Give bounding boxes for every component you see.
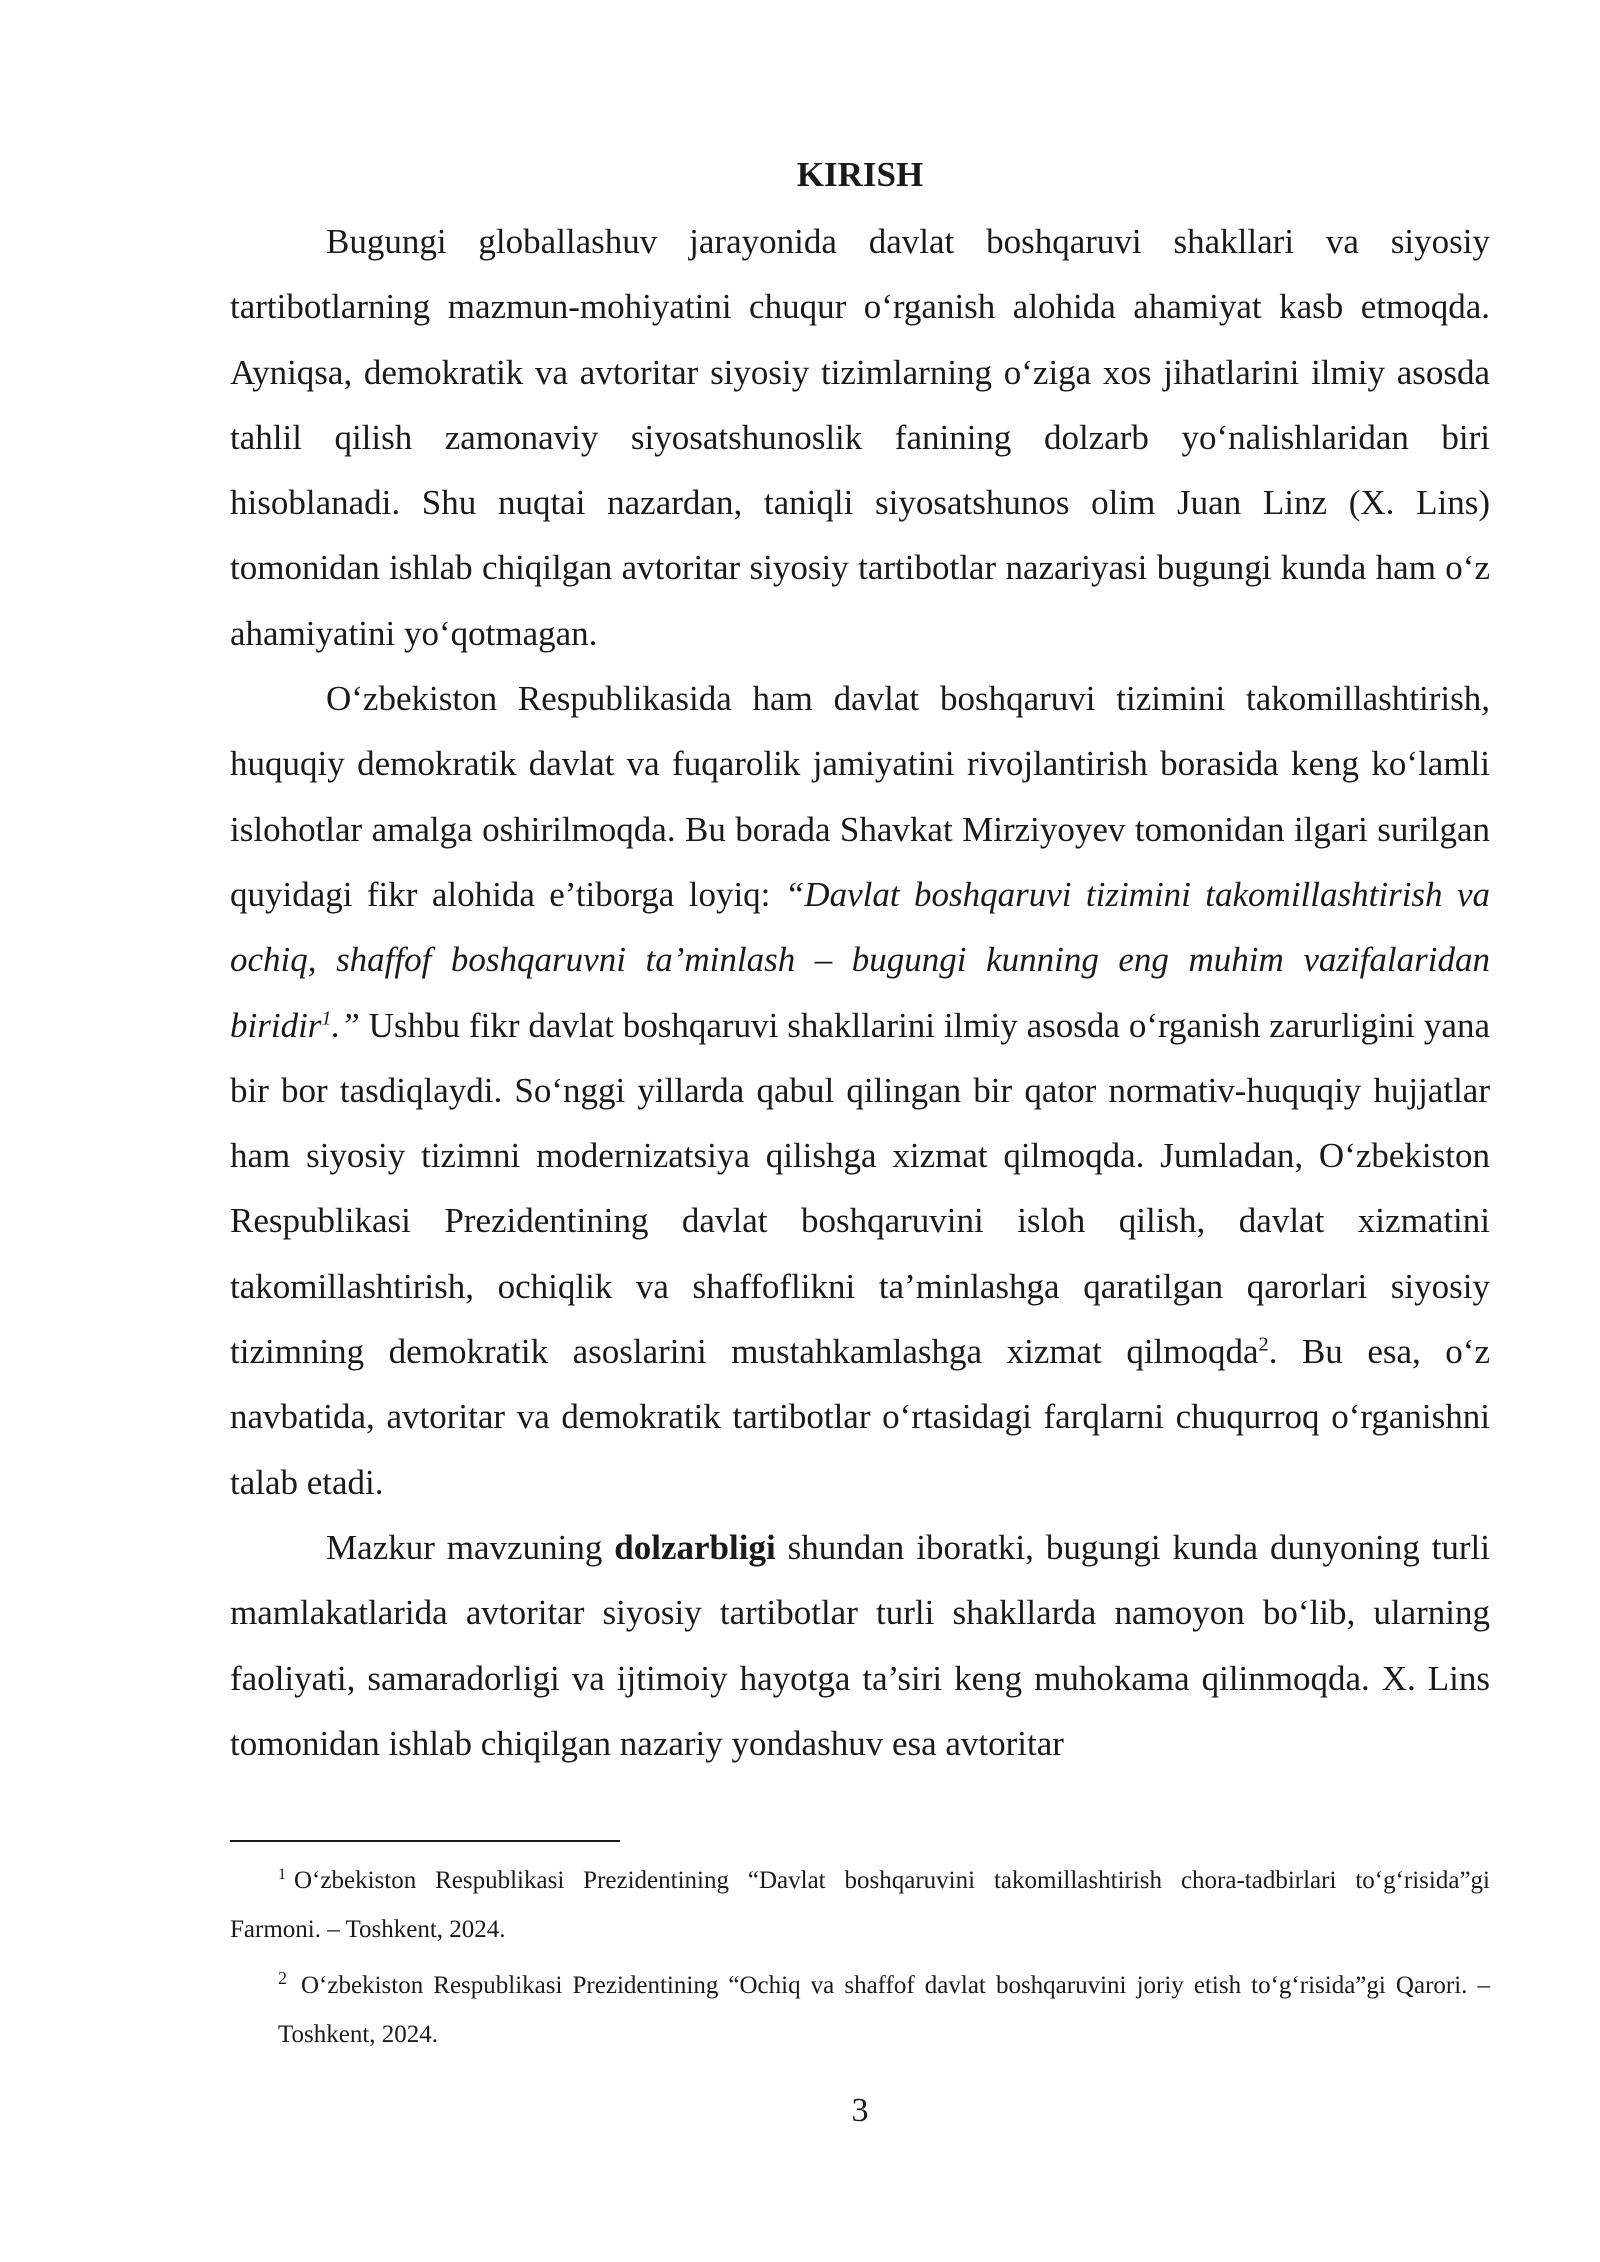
paragraph-3 bbox=[230, 1515, 1490, 1776]
president-quote-text: “Davlat boshqaruvi tizimini takomillashtirish va ochiq, shaffof boshqaruvni ta’minlash – bugungi kunning eng muhim vazifalaridan biridir bbox=[230, 874, 1490, 1045]
paragraph-2-intro: O‘zbekiston Respublikasida ham davlat boshqaruvi tizimini takomillashtirish, huquqiy demokratik davlat va fuqarolik jamiyatini rivojlantirish borasida keng ko‘lamli islohotlar amalga oshirilmoqda. Bu borada Shavkat Mirziyoyev tomonidan ilgari surilgan quyidagi fikr alohida e’tiborga loyiq: bbox=[230, 679, 1490, 914]
footnote-1-mark: 1 bbox=[278, 1865, 286, 1883]
relevance-term: dolzarbligi bbox=[614, 1527, 776, 1567]
footnote-2-mark: 2 bbox=[278, 1967, 287, 1988]
footnote-ref-1[interactable]: 1 bbox=[321, 1006, 332, 1029]
paragraph-3-rest: shundan iboratki, bugungi kunda dunyoning turli mamlakatlarida avtoritar siyosiy tartibotlar turli shakllarda namoyon bo‘lib, ularning faoliyati, samaradorligi va ijtimoiy hayotga ta’siri keng muhokama qilinmoqda. X. Lins tomonidan ishlab chiqilgan nazariy yondashuv esa avtoritar bbox=[230, 1527, 1490, 1763]
paragraph-1: Bugungi globallashuv jarayonida davlat boshqaruvi shakllari va siyosiy tartibotlarning mazmun-mohiyatini chuqur o‘rganish alohida ahamiyat kasb etmoqda. Ayniqsa, demokratik va avtoritar siyosiy tizimlarning o‘ziga xos jihatlarini ilmiy asosda tahlil qilish zamonaviy siyosatshunoslik fanining dolzarb yo‘nalishlaridan biri hisoblanadi. Shu nuqtai nazardan, taniqli siyosatshunos olim Juan Linz (X. Lins) tomonidan ishlab chiqilgan avtoritar siyosiy tartibotlar nazariyasi bugungi kunda ham o‘z ahamiyatini yo‘qotmagan. bbox=[230, 222, 1490, 653]
section-heading: KIRISH bbox=[796, 155, 924, 194]
paragraph-2-body: Ushbu fikr davlat boshqaruvi shakllarini ilmiy asosda o‘rganish zarurligini yana bir bor tasdiqlaydi. So‘nggi yillarda qabul qilingan bir qator normativ-huquqiy hujjatlar ham siyosiy tizimni modernizatsiya qilishga xizmat qilmoqda. Jumladan, O‘zbekiston Respublikasi Prezidentining davlat boshqaruvini isloh qilish, davlat xizmatini takomillashtirish, ochiqlik va shaffoflikni ta’minlashga qaratilgan qarorlari siyosiy tizimning demokratik asoslarini mustahkamlashga xizmat qilmoqda bbox=[230, 1005, 1490, 1372]
footnote-2 bbox=[230, 1961, 1490, 2059]
page-number: 3 bbox=[851, 2092, 869, 2129]
paragraph-2 bbox=[230, 666, 1490, 1515]
footnote-1 bbox=[230, 1856, 1490, 1954]
paragraph-2-end: . Bu esa, o‘z navbatida, avtoritar va demokratik tartibotlar o‘rtasidagi farqlarni chuqurroq o‘rganishni talab etadi. bbox=[230, 1332, 1490, 1502]
footnote-2-text: O‘zbekiston Respublikasi Prezidentining “Ochiq va shaffof davlat boshqaruvini joriy etish to‘g‘risida”gi Qarori. – Toshkent, 2024. bbox=[278, 1972, 1490, 2048]
footnotes bbox=[230, 1856, 1490, 2059]
footnote-ref-2[interactable]: 2 bbox=[1258, 1333, 1269, 1356]
footnote-separator bbox=[230, 1840, 620, 1842]
president-quote-close: .” bbox=[331, 1005, 360, 1045]
footnote-1-text: O‘zbekiston Respublikasi Prezidentining “Davlat boshqaruvini takomillashtirish chora-tadbirlari to‘g‘risida”gi Farmoni. – Toshkent, 2024. bbox=[230, 1867, 1490, 1943]
paragraph-3-start: Mazkur mavzuning bbox=[326, 1527, 615, 1567]
body-text bbox=[230, 209, 1490, 1776]
